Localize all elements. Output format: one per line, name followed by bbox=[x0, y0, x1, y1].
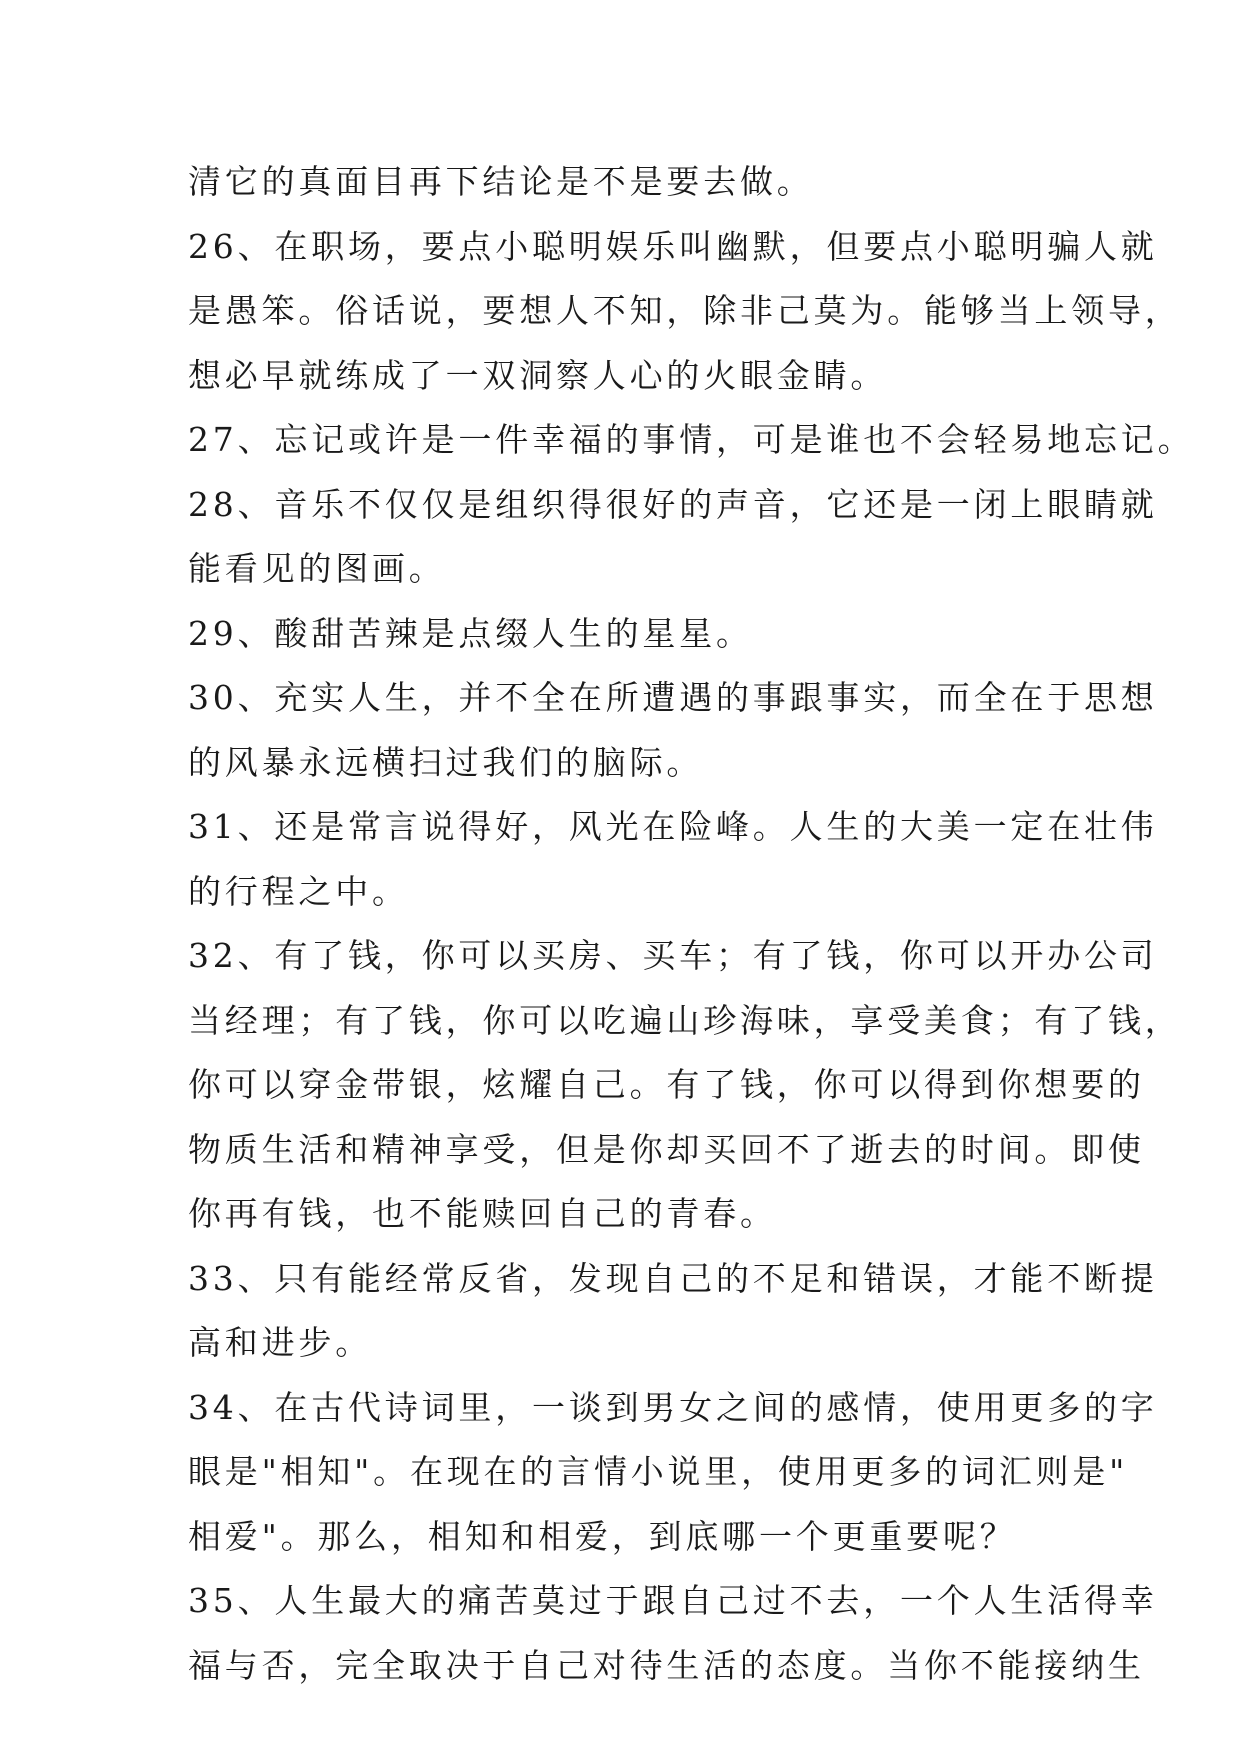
text-line: 的风暴永远横扫过我们的脑际。 bbox=[188, 742, 704, 782]
text-line: 的行程之中。 bbox=[188, 871, 409, 911]
text-line: 31、还是常言说得好，风光在险峰。人生的大美一定在壮伟 bbox=[188, 807, 1158, 846]
text-line: 26、在职场，要点小聪明娱乐叫幽默，但要点小聪明骗人就 bbox=[188, 226, 1158, 266]
text-line: 物质生活和精神享受，但是你却买回不了逝去的时间。即使 bbox=[188, 1129, 1145, 1169]
text-line: 眼是"相知"。在现在的言情小说里，使用更多的词汇则是" bbox=[188, 1452, 1129, 1491]
text-line: 29、酸甜苦辣是点缀人生的星星。 bbox=[188, 613, 753, 653]
text-line: 想必早就练成了一双洞察人心的火眼金睛。 bbox=[188, 355, 888, 395]
text-line: 35、人生最大的痛苦莫过于跟自己过不去，一个人生活得幸 bbox=[188, 1581, 1158, 1620]
text-line: 你可以穿金带银，炫耀自己。有了钱，你可以得到你想要的 bbox=[188, 1065, 1145, 1104]
text-line: 32、有了钱，你可以买房、买车；有了钱，你可以开办公司 bbox=[188, 936, 1158, 975]
text-line: 当经理；有了钱，你可以吃遍山珍海味，享受美食；有了钱， bbox=[188, 1000, 1182, 1040]
text-line: 相爱"。那么，相知和相爱，到底哪一个更重要呢？ bbox=[188, 1516, 1017, 1556]
text-line: 33、只有能经常反省，发现自己的不足和错误，才能不断提 bbox=[188, 1258, 1158, 1298]
document-text-body bbox=[188, 150, 1195, 1698]
text-line: 28、音乐不仅仅是组织得很好的声音，它还是一闭上眼睛就 bbox=[188, 484, 1158, 524]
text-line: 30、充实人生，并不全在所遭遇的事跟事实，而全在于思想 bbox=[188, 678, 1158, 717]
text-line: 福与否，完全取决于自己对待生活的态度。当你不能接纳生 bbox=[188, 1645, 1145, 1685]
text-line: 34、在古代诗词里，一谈到男女之间的感情，使用更多的字 bbox=[188, 1387, 1158, 1427]
text-line: 能看见的图画。 bbox=[188, 549, 446, 588]
text-line: 清它的真面目再下结论是不是要去做。 bbox=[188, 162, 814, 201]
text-line: 是愚笨。俗话说，要想人不知，除非己莫为。能够当上领导， bbox=[188, 291, 1182, 330]
text-line: 高和进步。 bbox=[188, 1323, 372, 1362]
text-line: 27、忘记或许是一件幸福的事情，可是谁也不会轻易地忘记。 bbox=[188, 420, 1195, 459]
text-line: 你再有钱，也不能赎回自己的青春。 bbox=[188, 1194, 777, 1233]
